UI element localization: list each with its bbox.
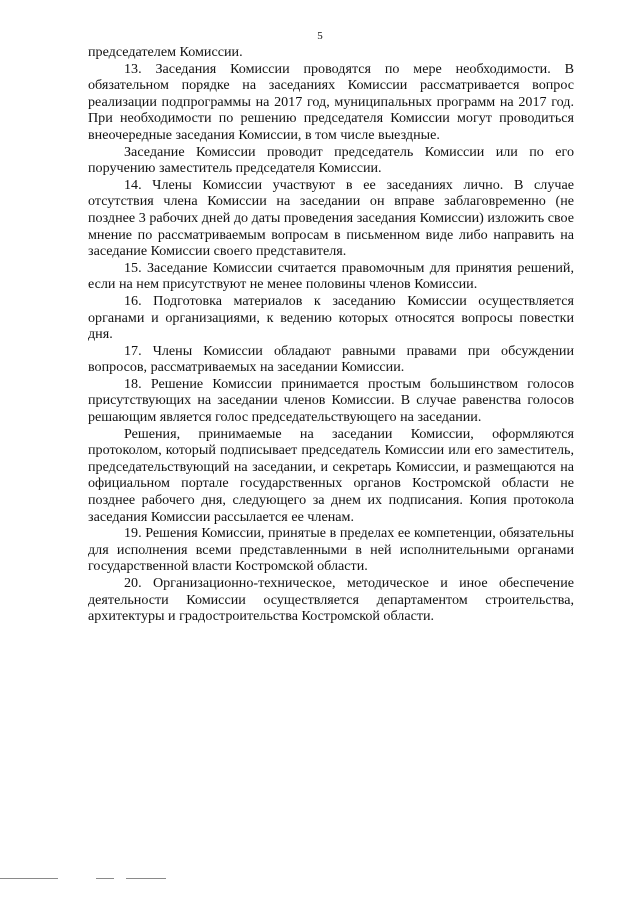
document-body xyxy=(88,44,574,625)
paragraph-18-decisions: Решения, принимаемые на заседании Комиссии, оформляются протоколом, который подписывает председатель Комиссии или его заместитель, председательствующий на заседании, и секретарь Комиссии, и размещаются на официальном портале государственных органов Костромской области не позднее рабочего дня, следующего за днем их подписания. Копия протокола заседания Комиссии рассылается ее членам. xyxy=(88,425,574,525)
paragraph-20: 20. Организационно-техническое, методическое и иное обеспечение деятельности Комиссии осуществляется департаментом строительства, архитектуры и градостроительства Костромской области. xyxy=(88,575,574,625)
scan-artifact-line xyxy=(0,878,58,879)
paragraph-19: 19. Решения Комиссии, принятые в пределах ее компетенции, обязательны для исполнения всеми представленными в ней исполнительными органами государственной власти Костромской области. xyxy=(88,525,574,575)
paragraph-continuation: председателем Комиссии. xyxy=(88,44,243,60)
paragraph-18: 18. Решение Комиссии принимается простым большинством голосов присутствующих на заседании членов Комиссии. В случае равенства голосов решающим является голос председательствующего на заседании. xyxy=(88,375,574,426)
paragraph-13: 13. Заседания Комиссии проводятся по мере необходимости. В обязательном порядке на заседаниях Комиссии рассматривается вопрос реализации подпрограммы на 2017 год, муниципальных программ на 2017 год. При необходимости по решению председателя Комиссии могут проводиться внеочередные заседания Комиссии, в том числе выездные. xyxy=(88,60,574,143)
scan-artifact-line xyxy=(96,878,114,879)
page-number: 5 xyxy=(317,30,323,42)
scan-artifact-line xyxy=(126,878,166,879)
paragraph-16: 16. Подготовка материалов к заседанию Комиссии осуществляется органами и организациями, к ведению которых относятся вопросы повестки дня. xyxy=(88,292,574,343)
paragraph-15: 15. Заседание Комиссии считается правомочным для принятия решений, если на нем присутствуют не менее половины членов Комиссии. xyxy=(88,259,574,293)
paragraph-14: 14. Члены Комиссии участвуют в ее заседаниях лично. В случае отсутствия члена Комиссии на заседании он вправе заблаговременно (не позднее 3 рабочих дней до даты проведения заседания Комиссии) изложить свое мнение по рассматриваемым вопросам в письменном виде либо направить на заседание Комиссии своего представителя. xyxy=(88,176,574,260)
paragraph-17: 17. Члены Комиссии обладают равными правами при обсуждении вопросов, рассматриваемых на заседании Комиссии. xyxy=(88,342,574,376)
paragraph-13-chair: Заседание Комиссии проводит председатель Комиссии или по его поручению заместитель председателя Комиссии. xyxy=(88,143,574,177)
